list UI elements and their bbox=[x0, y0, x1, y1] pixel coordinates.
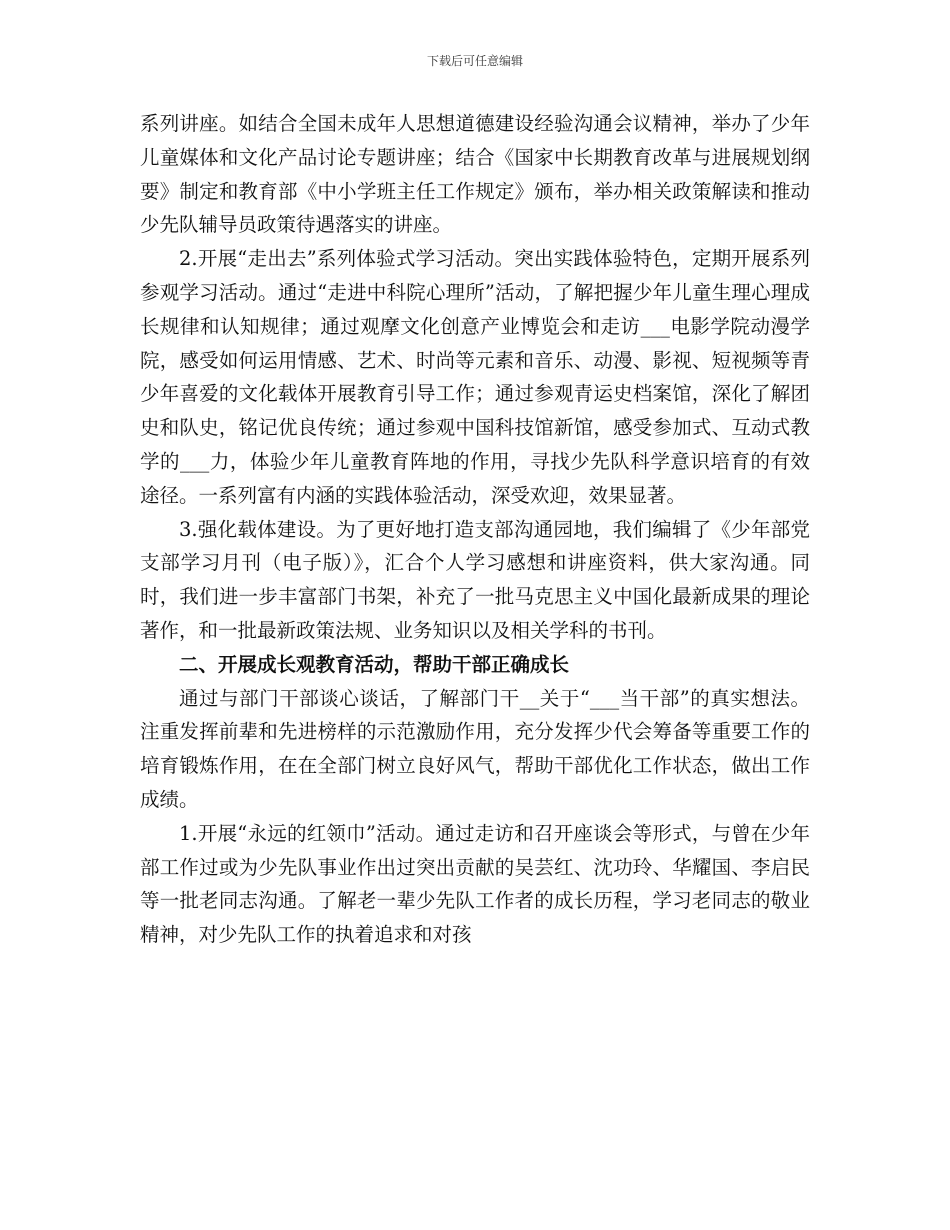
paragraph-go-out-activities: 2.开展“走出去”系列体验式学习活动。突出实践体验特色，定期开展系列参观学习活动。通过“走进中科院心理所”活动，了解把握少年儿童生理心理成长规律和认知规律；通过观摩文化创意产业博览会和走访___电影学院动漫学院，感受如何运用情感、艺术、时尚等元素和音乐、动漫、影视、短视频等青少年喜爱的文化载体开展教育引导工作；通过参观青运史档案馆，深化了解团史和队史，铭记优良传统；通过参观中国科技馆新馆，感受参加式、互动式教学的___力，体验少年儿童教育阵地的作用，寻找少先队科学意识培育的有效途径。一系列富有内涵的实践体验活动，深受欢迎，效果显著。 bbox=[140, 247, 810, 507]
section-heading-growth-education: 二、开展成长观教育活动，帮助干部正确成长 bbox=[179, 652, 570, 676]
paragraph-red-scarf-activity: 1.开展“永远的红领巾”活动。通过走访和召开座谈会等形式，与曾在少年部工作过或为少先队事业作出过突出贡献的吴芸红、沈功玲、华耀国、李启民等一批老同志沟通。了解老一辈少先队工作者的成长历程，学习老同志的敬业精神，对少先队工作的执着追求和对孩 bbox=[140, 821, 810, 947]
paragraph-heart-to-heart-talks: 通过与部门干部谈心谈话，了解部门干__关于“___当干部”的真实想法。注重发挥前辈和先进榜样的示范激励作用，充分发挥少代会筹备等重要工作的培育锻炼作用，在在全部门树立良好风气，帮助干部优化工作状态，做出工作成绩。 bbox=[140, 686, 810, 811]
paragraph-carrier-building: 3.强化载体建设。为了更好地打造支部沟通园地，我们编辑了《少年部党支部学习月刊（电子版）》，汇合个人学习感想和讲座资料，供大家沟通。同时，我们进一步丰富部门书架，补充了一批马克思主义中国化最新成果的理论著作，和一批最新政策法规、业务知识以及相关学科的书刊。 bbox=[140, 517, 810, 642]
document-body bbox=[140, 107, 810, 952]
page-header-note: 下载后可任意编辑 bbox=[426, 54, 523, 68]
paragraph-lecture-series: 系列讲座。如结合全国未成年人思想道德建设经验沟通会议精神，举办了少年儿童媒体和文化产品讨论专题讲座；结合《国家中长期教育改革与进展规划纲要》制定和教育部《中小学班主任工作规定》颁布，举办相关政策解读和推动少先队辅导员政策待遇落实的讲座。 bbox=[140, 112, 810, 237]
